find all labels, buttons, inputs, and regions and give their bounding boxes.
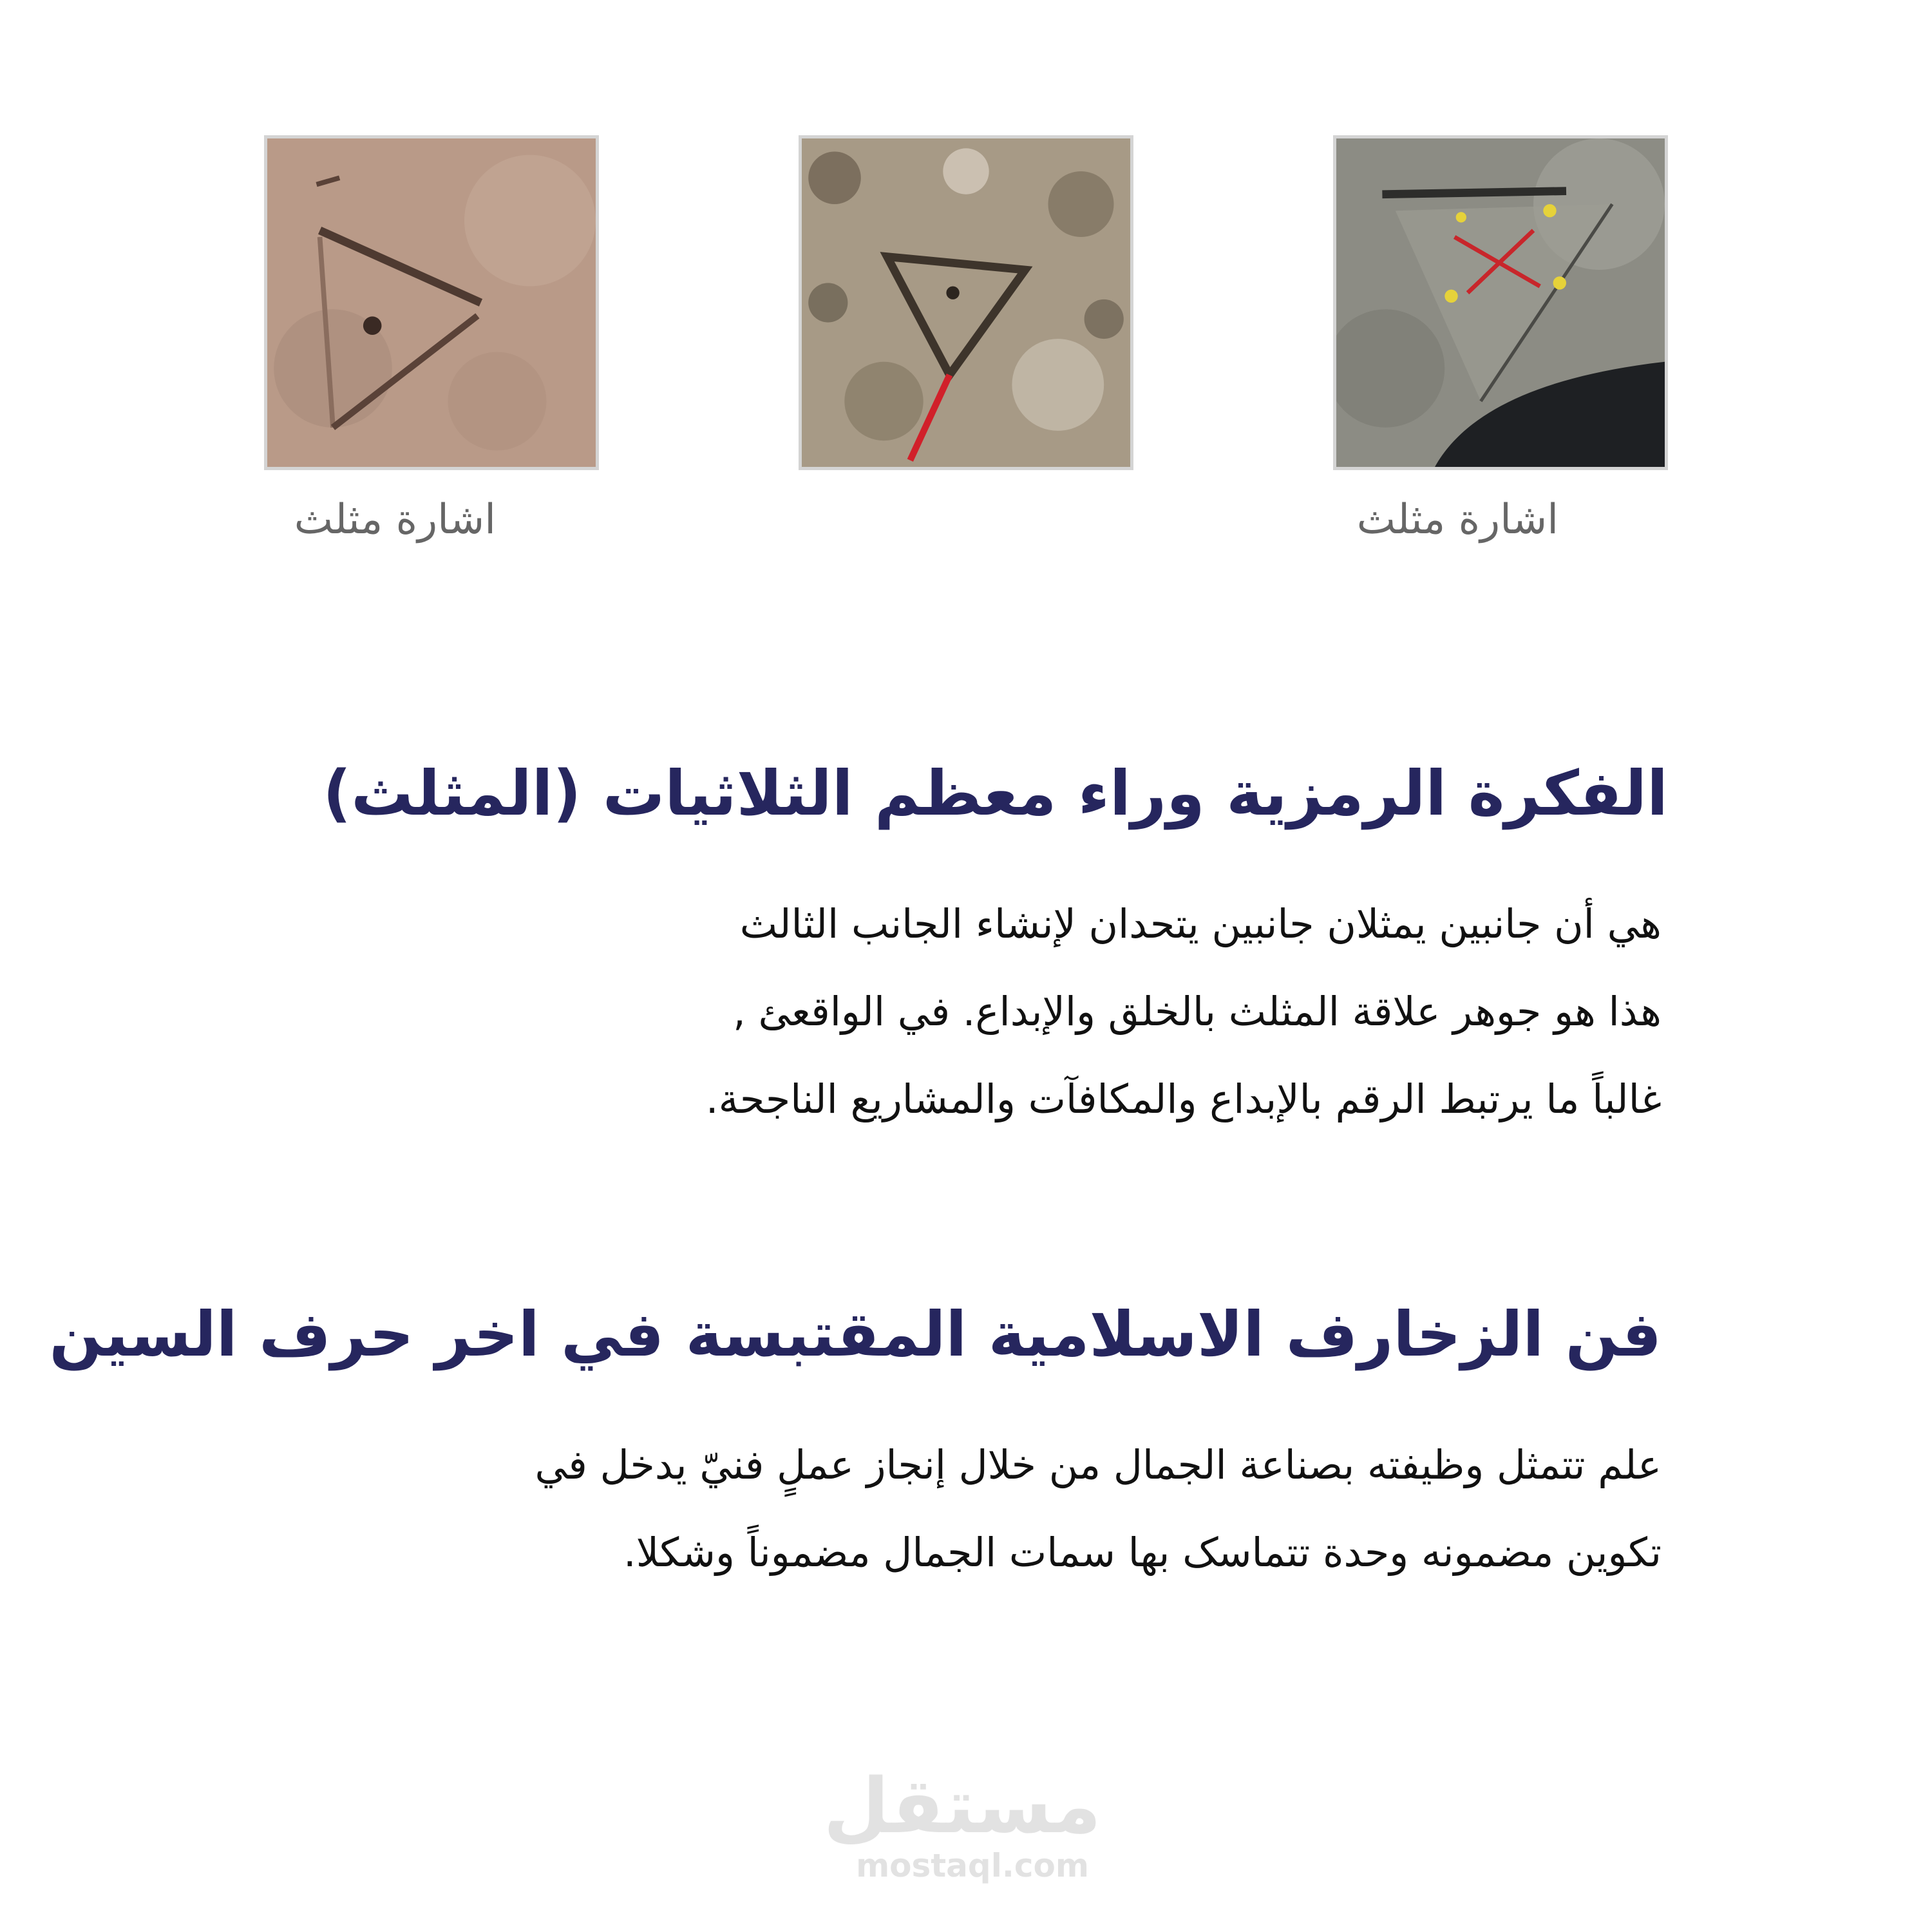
stone-triangle-photo-left [264, 135, 599, 470]
paragraph-line: علم تتمثل وظيفته بصناعة الجمال من خلال إنجاز عملٍ فنيّ يدخل في [535, 1441, 1662, 1488]
section-heading-triangle: الفكرة الرمزية وراء معظم الثلاثيات (المثلث) [323, 757, 1668, 829]
mostaql-watermark [823, 1761, 1101, 1884]
carved-triangle-image [1336, 138, 1665, 467]
photo-caption-right: اشارة مثلث [1356, 496, 1558, 544]
section-paragraph-ornaments [535, 1421, 1662, 1596]
section-paragraph-triangle [706, 880, 1662, 1143]
stone-triangle-photo-center [799, 135, 1133, 470]
stone-triangle-photo-right [1333, 135, 1668, 470]
carved-triangle-image [802, 138, 1130, 467]
paragraph-line: تكوين مضمونه وحدة تتماسک بها سمات الجمال مضموناً وشكلا. [623, 1529, 1662, 1576]
section-heading-ornaments: فن الزخارف الاسلامية المقتبسة في اخر حرف السين [49, 1298, 1662, 1370]
paragraph-line: هذا هو جوهر علاقة المثلث بالخلق والإبداع. في الواقعئ , [733, 988, 1662, 1035]
watermark-logo: مستقل [823, 1761, 1101, 1850]
photo-caption-left: اشارة مثلث [294, 496, 496, 544]
paragraph-line: غالباً ما يرتبط الرقم بالإبداع والمكافآت والمشاريع الناجحة. [705, 1075, 1662, 1122]
paragraph-line: هي أن جانبين يمثلان جانبين يتحدان لإنشاء الجانب الثالث [739, 900, 1662, 947]
carved-triangle-image [267, 138, 596, 467]
watermark-url: mostaql.com [856, 1846, 1089, 1884]
